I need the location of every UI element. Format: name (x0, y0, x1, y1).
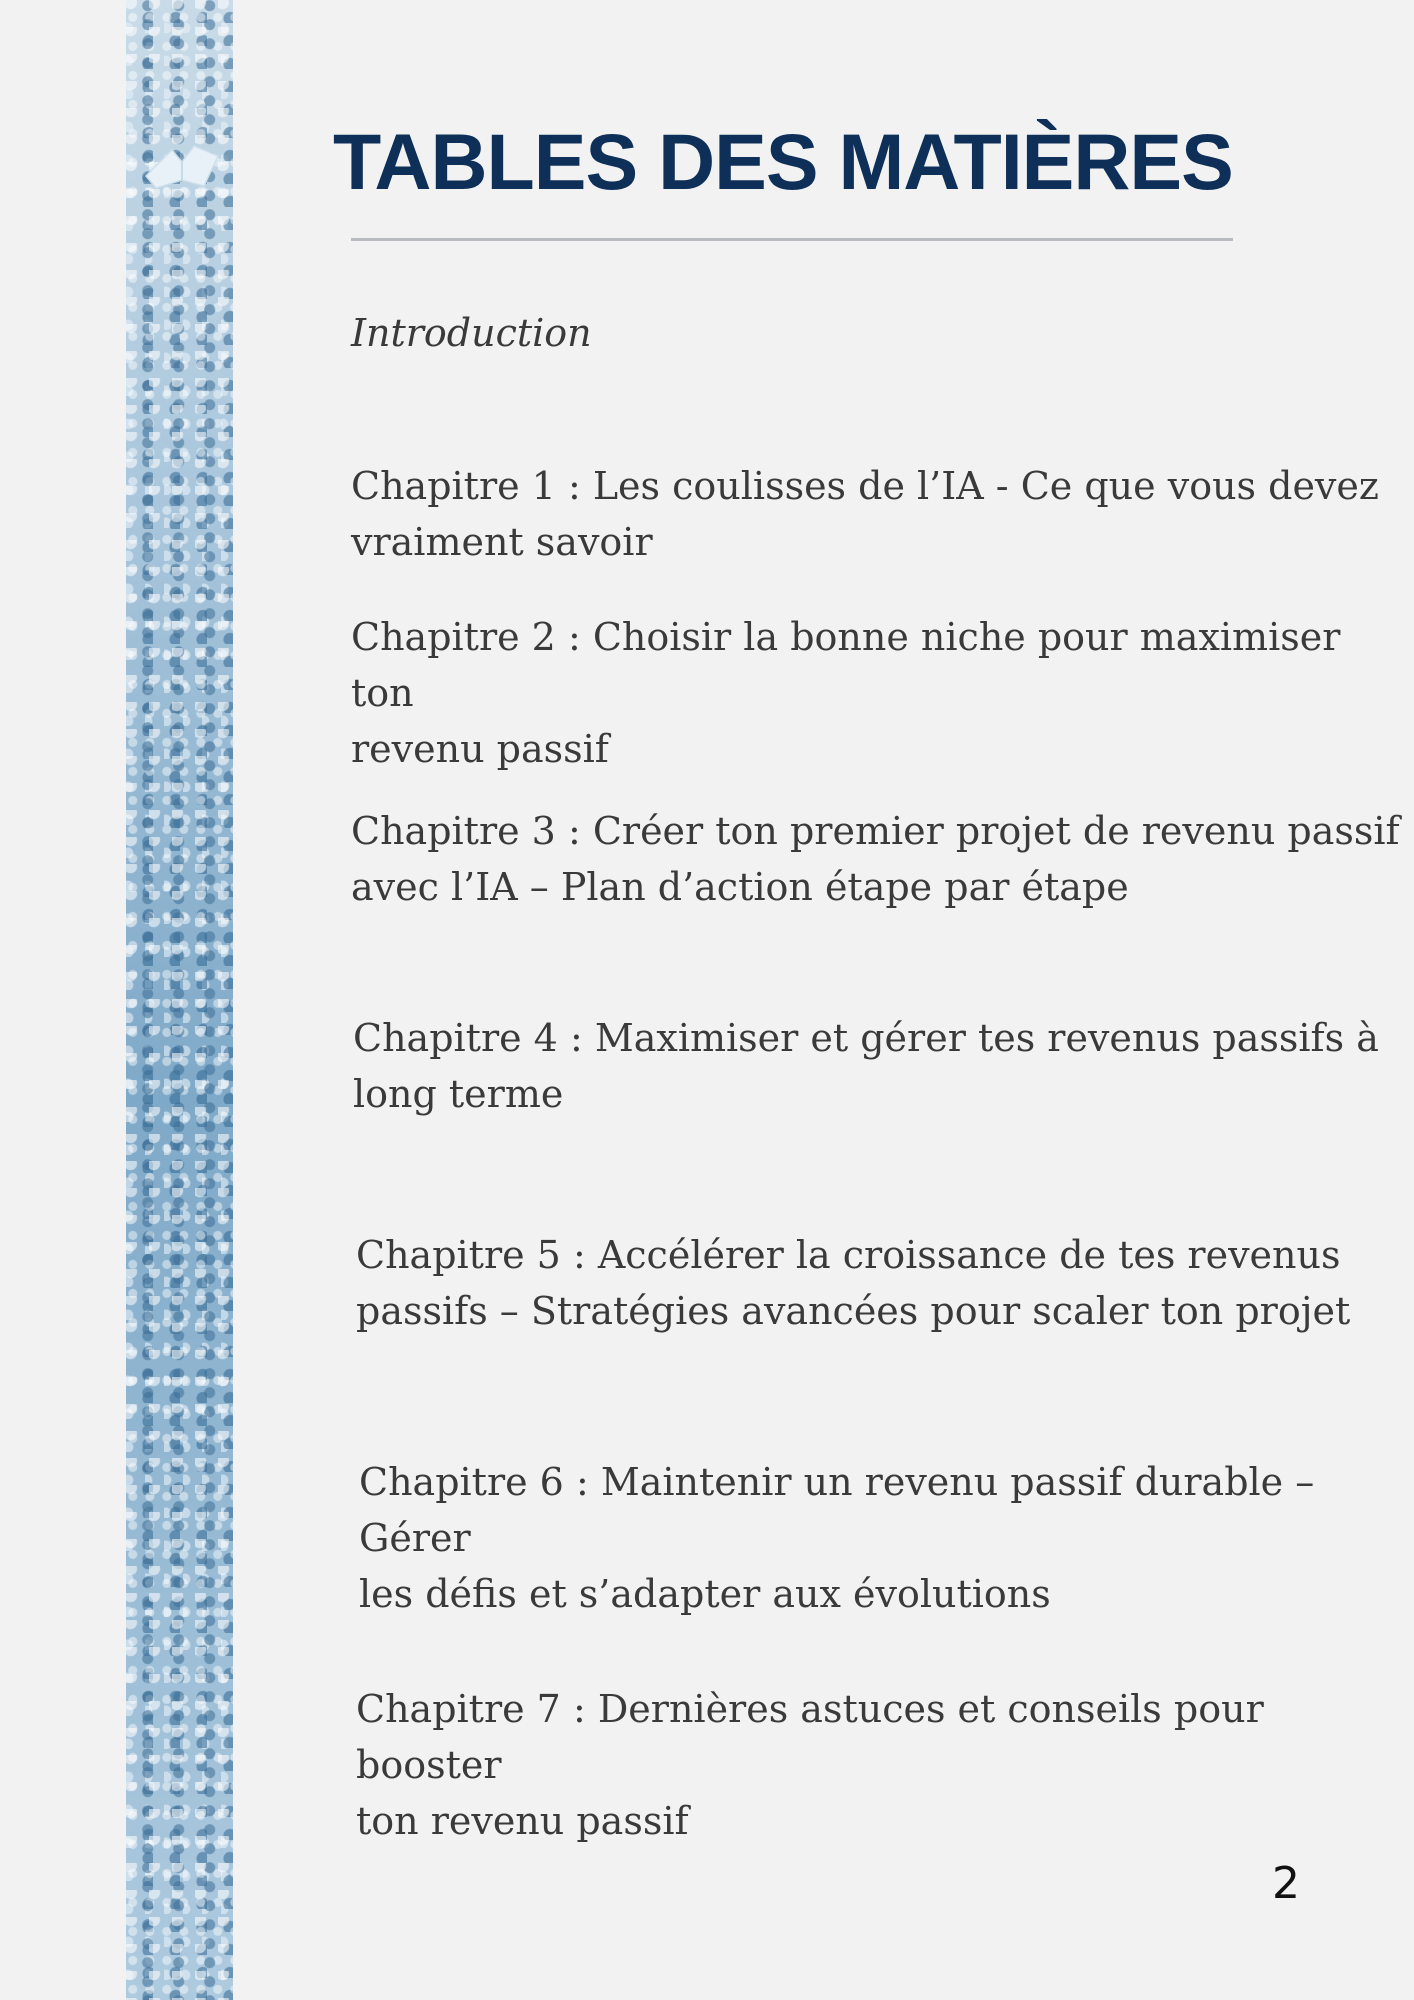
open-book-icon (142, 140, 220, 194)
toc-entry-chapter-3-line-1: Chapitre 3 : Créer ton premier projet de revenu passif (351, 809, 1400, 853)
page-title: TABLES DES MATIÈRES (333, 117, 1233, 206)
toc-entry-chapter-4-line-2: long terme (353, 1072, 564, 1116)
toc-entry-chapter-3 (351, 803, 1411, 915)
toc-entry-chapter-1-line-1: Chapitre 1 : Les coulisses de l’IA - Ce que vous devez (351, 464, 1379, 508)
toc-entry-chapter-7-line-2: ton revenu passif (356, 1799, 689, 1843)
toc-entry-chapter-1 (351, 458, 1411, 570)
toc-entry-chapter-3-line-2: avec l’IA – Plan d’action étape par étape (351, 865, 1129, 909)
toc-entry-chapter-2 (351, 609, 1411, 777)
toc-entry-chapter-6-line-1: Chapitre 6 : Maintenir un revenu passif durable – Gérer (359, 1460, 1315, 1560)
decorative-side-band (126, 0, 233, 2000)
toc-entry-chapter-6 (359, 1454, 1414, 1622)
toc-entry-chapter-1-line-2: vraiment savoir (351, 520, 653, 564)
toc-entry-chapter-4 (353, 1010, 1413, 1122)
toc-entry-chapter-2-line-2: revenu passif (351, 727, 609, 771)
toc-entry-chapter-5-line-1: Chapitre 5 : Accélérer la croissance de tes revenus (356, 1233, 1341, 1277)
title-divider (351, 238, 1233, 241)
page-number: 2 (1272, 1858, 1300, 1909)
toc-entry-chapter-7-line-1: Chapitre 7 : Dernières astuces et conseils pour booster (356, 1687, 1264, 1787)
toc-entry-chapter-2-line-1: Chapitre 2 : Choisir la bonne niche pour maximiser ton (351, 615, 1341, 715)
toc-entry-chapter-5-line-2: passifs – Stratégies avancées pour scaler ton projet (356, 1289, 1351, 1333)
toc-entry-chapter-7 (356, 1681, 1414, 1849)
toc-entry-introduction: Introduction (351, 311, 592, 355)
toc-entry-chapter-6-line-2: les défis et s’adapter aux évolutions (359, 1572, 1051, 1616)
toc-entry-chapter-4-line-1: Chapitre 4 : Maximiser et gérer tes revenus passifs à (353, 1016, 1379, 1060)
toc-entry-chapter-5 (356, 1227, 1414, 1339)
